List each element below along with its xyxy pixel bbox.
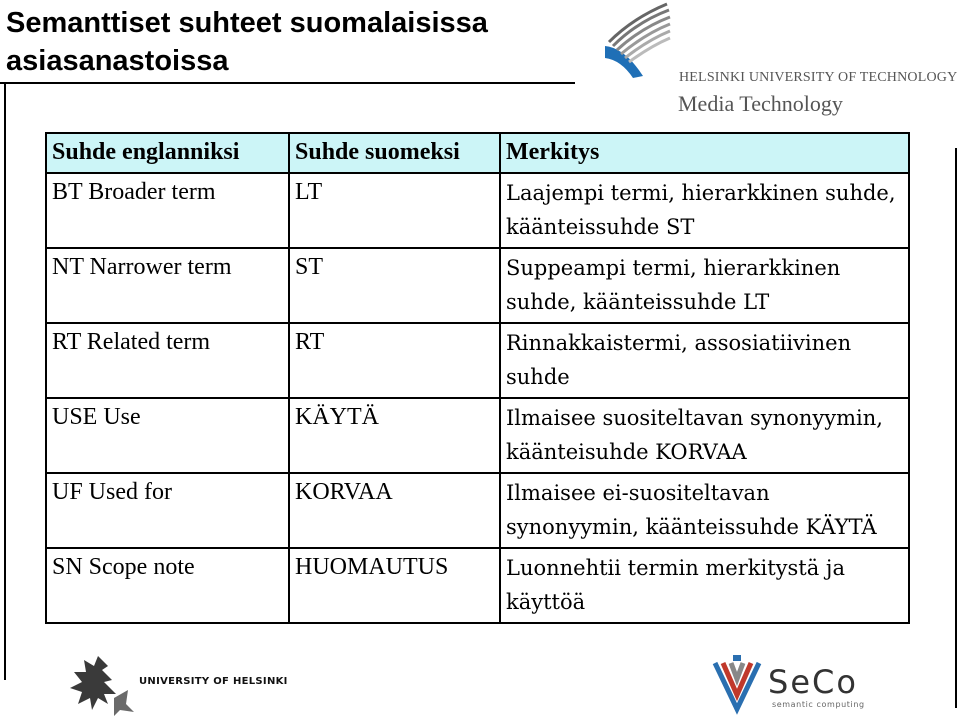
university-of-helsinki-name: UNIVERSITY OF HELSINKI — [139, 676, 288, 687]
header-meaning: Merkitys — [500, 133, 909, 173]
cell-english: BT Broader term — [46, 173, 289, 248]
cell-english: NT Narrower term — [46, 248, 289, 323]
cell-finnish: LT — [289, 173, 500, 248]
cell-meaning: Suppeampi termi, hierarkkinen suhde, käänteissuhde LT — [500, 248, 909, 323]
cell-finnish: RT — [289, 323, 500, 398]
title-rule — [0, 82, 575, 84]
cell-finnish: ST — [289, 248, 500, 323]
header-finnish: Suhde suomeksi — [289, 133, 500, 173]
cell-finnish: KORVAA — [289, 473, 500, 548]
table-row — [46, 473, 909, 548]
seco-subtitle: semantic computing — [772, 700, 865, 709]
cell-english: UF Used for — [46, 473, 289, 548]
hut-university-name: HELSINKI UNIVERSITY OF TECHNOLOGY — [679, 70, 958, 85]
slide-title-line1: Semanttiset suhteet suomalaisissa — [6, 7, 488, 39]
seco-logo-icon — [711, 653, 763, 717]
relations-table — [45, 132, 910, 624]
table-row — [46, 548, 909, 623]
header-english: Suhde englanniksi — [46, 133, 289, 173]
hut-unit-name: Media Technology — [678, 91, 843, 116]
slide-title-line2: asiasanastoissa — [6, 45, 229, 77]
seco-name: SeCo — [768, 663, 858, 701]
cell-meaning: Luonnehtii termin merkitystä ja käyttöä — [500, 548, 909, 623]
cell-finnish: HUOMAUTUS — [289, 548, 500, 623]
cell-meaning: Rinnakkaistermi, assosiatiivinen suhde — [500, 323, 909, 398]
cell-english: SN Scope note — [46, 548, 289, 623]
cell-english: USE Use — [46, 398, 289, 473]
slide-title — [6, 4, 488, 80]
cell-finnish: KÄYTÄ — [289, 398, 500, 473]
table-row — [46, 323, 909, 398]
university-of-helsinki-logo-icon — [68, 654, 136, 716]
cell-meaning: Ilmaisee ei-suositeltavan synonyymin, käänteissuhde KÄYTÄ — [500, 473, 909, 548]
table-row — [46, 173, 909, 248]
cell-english: RT Related term — [46, 323, 289, 398]
hut-wing-logo-icon — [603, 2, 673, 84]
table-row — [46, 398, 909, 473]
table-row — [46, 248, 909, 323]
frame-left-rule — [4, 84, 6, 680]
cell-meaning: Laajempi termi, hierarkkinen suhde, käänteissuhde ST — [500, 173, 909, 248]
frame-right-rule — [955, 148, 957, 708]
cell-meaning: Ilmaisee suositeltavan synonyymin, käänteisuhde KORVAA — [500, 398, 909, 473]
table-header-row — [46, 133, 909, 173]
